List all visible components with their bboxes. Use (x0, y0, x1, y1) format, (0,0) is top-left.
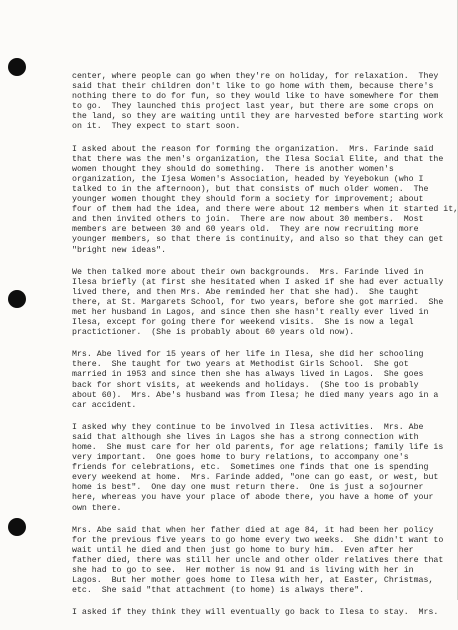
paragraph (72, 268, 452, 339)
typed-text-body (72, 72, 458, 630)
paragraph (72, 423, 452, 514)
binder-hole-middle (8, 290, 26, 308)
text-line: back for short visits, at weekends and holidays. (She too is probably (72, 380, 419, 390)
text-line: said that their children don't like to go home with them, because there's (72, 82, 434, 92)
text-line: for the previous five years to go home every two weeks. She didn't want to (72, 535, 444, 545)
binder-hole-top (8, 58, 26, 76)
text-line: I asked about the reason for forming the organization. Mrs. Farinde said (72, 144, 434, 154)
text-line: four of them had the idea, and there were about 12 members when it started it, (72, 205, 458, 215)
text-line: that there was the men's organization, the Ilesa Social Elite, and that the (72, 154, 444, 164)
text-line: home. She must care for her old parents, for age relations; family life is (72, 443, 444, 452)
text-line: about 60). Mrs. Abe's husband was from Ilesa; he died many years ago in a (72, 390, 439, 400)
paragraph (72, 72, 452, 133)
text-line: on it. They expect to start soon. (72, 122, 241, 132)
text-line: nothing there to do for fun, so they would like to have somewhere for them (72, 92, 439, 102)
text-line: the land, so they are waiting until they are harvested before starting work (72, 112, 444, 122)
text-line: she had to go to see. Her mother is now 91 and is living with her in (72, 566, 414, 576)
text-line: practictioner. (She is probably about 60 years old now). (72, 328, 355, 338)
paragraph (72, 144, 458, 256)
text-line: wait until he died and then just go home to bury him. Even after her (72, 545, 414, 555)
text-line: and then invited others to join. There are now about 30 members. Most (72, 215, 424, 225)
paragraph (72, 526, 452, 597)
text-line: I asked why they continue to be involved in Ilesa activities. Mrs. Abe (72, 422, 424, 432)
text-line: younger women thought they should form a society for improvement; about (72, 195, 424, 205)
text-line: "bright new ideas". (72, 245, 167, 255)
text-line: every weekend at home. Mrs. Farinde added, "one can go east, or west, but (72, 473, 439, 483)
text-line: members are between 30 and 60 years old. They are now recruiting more (72, 225, 419, 235)
text-line: there. She taught for two years at Methodist Girls School. She got (72, 360, 409, 370)
binder-hole-bottom (8, 518, 26, 536)
paragraph (72, 350, 452, 411)
text-line: met her husband in Lagos, and since then she hasn't really ever lived in (72, 307, 429, 317)
text-line: there, at St. Margarets School, for two years, before she got married. She (72, 297, 444, 307)
text-line: I asked if they think they will eventually go back to Ilesa to stay. Mrs. (72, 608, 439, 618)
text-line: Ilesa, except for going there for weekend visits. She is now a legal (72, 318, 414, 328)
paragraph (72, 608, 452, 618)
text-line: women thought they should do something. There is another women's (72, 164, 394, 174)
text-line: etc. She said "that attachment (to home) is always there". (72, 586, 365, 596)
text-line: lived there, and then Mrs. Abe reminded her that she had). She taught (72, 287, 419, 297)
text-line: father died, there was still her uncle and other older relatives there that (72, 555, 444, 565)
text-line: said that although she lives in Lagos she has a strong connection with (72, 432, 419, 442)
text-line: own there. (72, 503, 122, 513)
text-line: Mrs. Abe said that when her father died at age 84, it had been her policy (72, 525, 434, 535)
text-line: here, whereas you have your place of abode there, you have a home of your (72, 493, 434, 503)
text-line: Ilesa briefly (at first she hesitated when I asked if she had ever actually (72, 277, 444, 287)
text-line: very important. One goes home to bury relations, to accompany one's (72, 453, 409, 463)
text-line: friends for celebrations, etc. Sometimes one finds that one is spending (72, 463, 429, 473)
text-line: Mrs. Abe lived for 15 years of her life in Ilesa, she did her schooling (72, 350, 424, 360)
text-line: Lagos. But her mother goes home to Ilesa with her, at Easter, Christmas, (72, 576, 434, 586)
text-line: center, where people can go when they're on holiday, for relaxation. They (72, 72, 439, 81)
text-line: We then talked more about their own backgrounds. Mrs. Farinde lived in (72, 267, 424, 277)
text-line: car accident. (72, 400, 137, 410)
text-line: talked to in the afternoon), but that consists of much older women. The (72, 184, 429, 194)
text-line: married in 1953 and since then she has always lived in Lagos. She goes (72, 370, 424, 380)
text-line: home is best". One day one must return there. One is just a sojourner (72, 483, 424, 493)
text-line: to go. They launched this project last year, but there are some crops on (72, 102, 434, 112)
text-line: organization, the Ijesa Women's Association, headed by Yeyebokun (who I (72, 174, 424, 184)
text-line: younger members, so that there is continuity, and also so that they can get (72, 235, 444, 245)
